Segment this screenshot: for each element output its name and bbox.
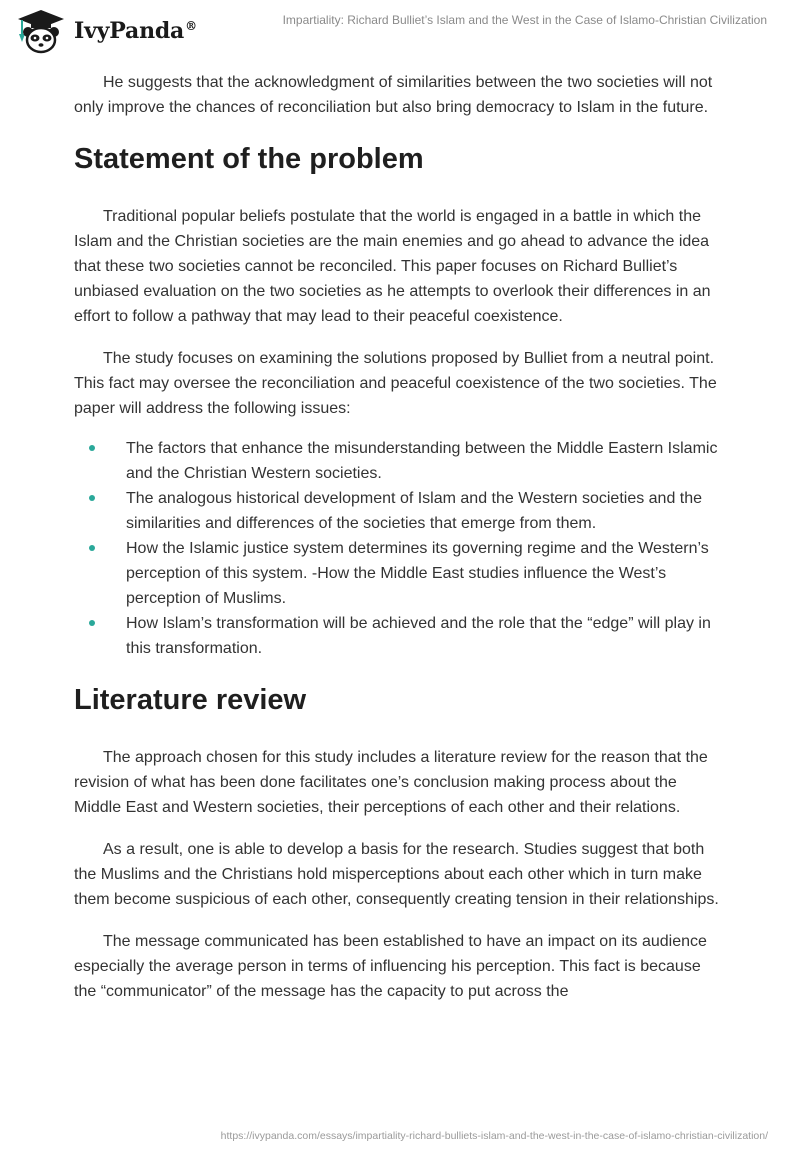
section-heading-problem: Statement of the problem — [74, 143, 424, 175]
paragraph: The study focuses on examining the solutions proposed by Bulliet from a neutral point. This fact may oversee the reconciliation and peaceful coexistence of the two societies. The paper will address the following issues: — [74, 350, 717, 417]
page-header — [0, 0, 800, 62]
list-item-text: The factors that enhance the misunderstanding between the Middle Eastern Islamic and the Christian Western societies. — [126, 440, 718, 482]
source-url[interactable]: https://ivypanda.com/essays/impartiality-richard-bulliets-islam-and-the-west-in-the-case-of-islamo-christian-civilization/ — [220, 1130, 768, 1142]
list-item — [74, 536, 726, 611]
list-item-text: How the Islamic justice system determines its governing regime and the Western’s perception of this system. -How the Middle East studies influence the West’s perception of Muslims. — [126, 540, 709, 607]
list-item — [74, 611, 726, 661]
issues-list — [74, 436, 726, 661]
intro-paragraph: He suggests that the acknowledgment of similarities between the two societies will not only improve the chances of reconciliation but also bring democracy to Islam in the future. — [74, 74, 713, 116]
bullet-icon — [89, 445, 95, 451]
essay-content — [74, 70, 726, 1021]
list-item — [74, 486, 726, 536]
list-item-text: How Islam’s transformation will be achieved and the role that the “edge” will play in this transformation. — [126, 615, 711, 657]
panda-graduate-icon — [14, 8, 68, 54]
brand-name: IvyPanda® — [74, 18, 197, 44]
section-heading-literature: Literature review — [74, 684, 307, 716]
list-item — [74, 436, 726, 486]
registered-mark: ® — [185, 18, 197, 33]
bullet-icon — [89, 545, 95, 551]
paragraph: The message communicated has been established to have an impact on its audience especially the average person in terms of influencing his perception. This fact is because the “communicator” of the message has the capacity to put across the — [74, 933, 707, 1000]
paragraph: Traditional popular beliefs postulate that the world is engaged in a battle in which the Islam and the Christian societies are the main enemies and go ahead to advance the idea that these two societies cannot be reconciled. This paper focuses on Richard Bulliet’s unbiased evaluation on the two societies as he attempts to overlook their differences in an effort to follow a pathway that may lead to their peaceful coexistence. — [74, 208, 711, 325]
paragraph: As a result, one is able to develop a basis for the research. Studies suggest that both the Muslims and the Christians hold misperceptions about each other which in turn make them become suspicious of each other, consequently creating tension in their relationships. — [74, 841, 719, 908]
bullet-icon — [89, 620, 95, 626]
paragraph: The approach chosen for this study includes a literature review for the reason that the revision of what has been done facilitates one’s conclusion making process about the Middle East and Western societies, their perceptions of each other and their relations. — [74, 749, 708, 816]
brand-logo[interactable] — [14, 8, 197, 54]
bullet-icon — [89, 495, 95, 501]
document-title: Impartiality: Richard Bulliet’s Islam and the West in the Case of Islamo-Christian Civilization — [282, 13, 767, 27]
list-item-text: The analogous historical development of Islam and the Western societies and the similarities and differences of the societies that emerge from them. — [126, 490, 703, 532]
